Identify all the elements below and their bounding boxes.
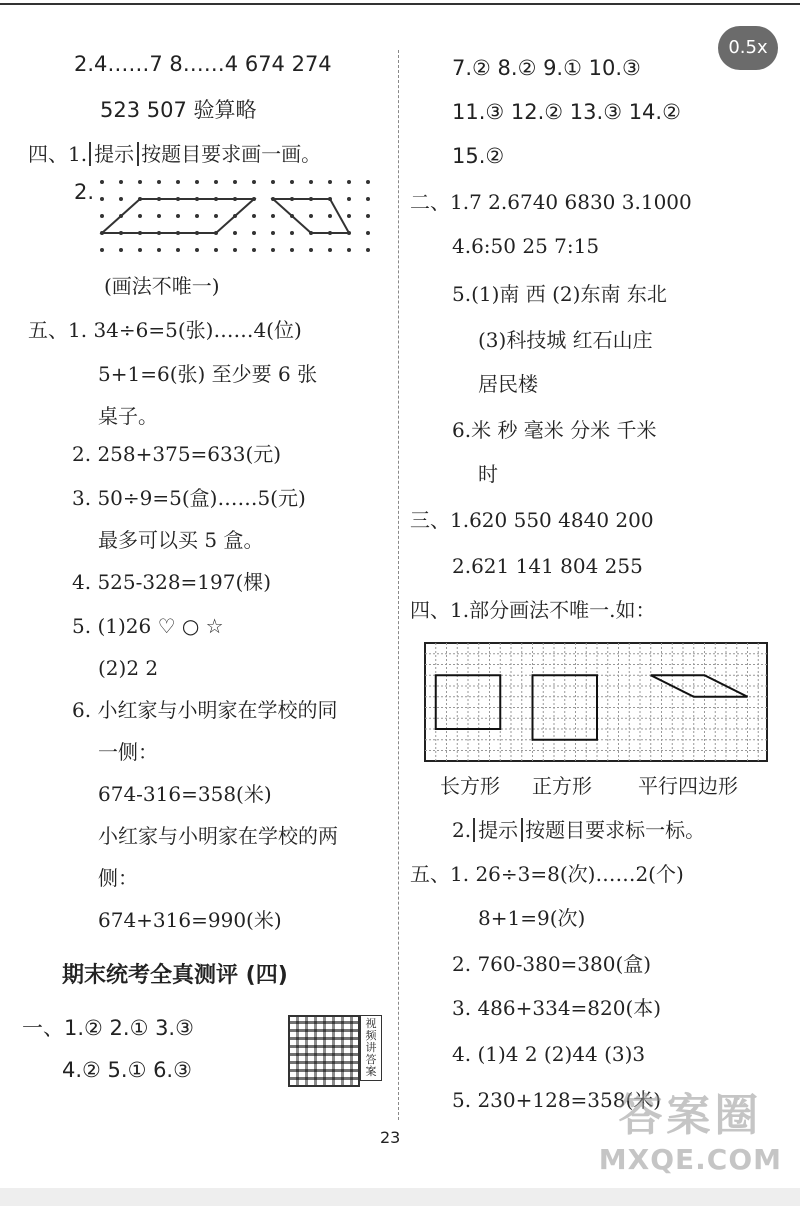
left-line-17: 674-316=358(米) [98, 782, 272, 806]
grid-dot [195, 214, 199, 218]
grid-dot [252, 180, 256, 184]
left-line-10: 3. 50÷9=5(盒)……5(元) [72, 486, 306, 510]
left-line-16: 一侧： [98, 740, 158, 764]
left-line-19: 侧： [98, 866, 138, 890]
right-line-2: 11.③ 12.② 13.③ 14.② [452, 100, 681, 124]
grid-dot [290, 231, 294, 235]
left-line-13: 5. (1)26 ♡ ○ ☆ [72, 614, 224, 638]
grid-dot [309, 180, 313, 184]
grid-dot [366, 231, 370, 235]
grid-dot [157, 180, 161, 184]
grid-dot [271, 248, 275, 252]
grid-dot [119, 197, 123, 201]
grid-dot [328, 248, 332, 252]
grid-dot [347, 248, 351, 252]
grid-dot [290, 180, 294, 184]
right-line-3: 15.② [452, 144, 505, 168]
dot-grid-drawing [96, 176, 396, 268]
grid-dot [195, 180, 199, 184]
left-line-6: 五、1. 34÷6=5(张)……4(位) [28, 318, 302, 342]
grid-dot [328, 180, 332, 184]
grid-dot [309, 214, 313, 218]
playback-speed-badge[interactable]: 0.5x [718, 26, 778, 70]
grid-dot [233, 248, 237, 252]
grid-dot [138, 180, 142, 184]
left-line-14: (2)2 2 [98, 656, 159, 680]
grid-dot [233, 231, 237, 235]
grid-dot [100, 197, 104, 201]
grid-dot [100, 214, 104, 218]
grid-dot [309, 248, 313, 252]
left-line-2: 523 507 验算略 [100, 98, 257, 122]
right-line-17: 2. 760-380=380(盒) [452, 952, 652, 976]
grid-dot [214, 180, 218, 184]
top-rule [0, 3, 800, 5]
page-number: 23 [380, 1128, 401, 1147]
hint-tag: 提示 [473, 818, 523, 842]
right-line-4: 二、1.7 2.6740 6830 3.1000 [410, 190, 692, 214]
site-watermark [599, 1079, 782, 1176]
grid-dot [195, 248, 199, 252]
grid-dot [271, 214, 275, 218]
grid-dot [100, 180, 104, 184]
left-line-15: 6. 小红家与小明家在学校的同 [72, 698, 338, 722]
left-line-11: 最多可以买 5 盒。 [98, 528, 264, 552]
watermark-url: MXQE.COM [598, 1143, 782, 1176]
right-line-13: 四、1.部分画法不唯一.如： [410, 598, 656, 622]
grid-dot [366, 214, 370, 218]
right-line-5: 4.6:50 25 7:15 [452, 234, 600, 258]
section-number: 四、1. [28, 142, 88, 166]
bottom-band [0, 1188, 800, 1206]
left-line-9: 2. 258+375=633(元) [72, 442, 282, 466]
grid-dot [290, 248, 294, 252]
grid-dot [176, 248, 180, 252]
square-grid-drawing [424, 642, 768, 762]
grid-dot [347, 197, 351, 201]
left-line-22: 4.② 5.① 6.③ [62, 1058, 192, 1082]
grid-dot [157, 248, 161, 252]
grid-dot [252, 231, 256, 235]
right-line-16: 8+1=9(次) [478, 906, 586, 930]
right-line-1: 7.② 8.② 9.① 10.③ [452, 56, 641, 80]
grid-dot [347, 214, 351, 218]
right-line-20: 5. 230+128=358(米) [452, 1088, 662, 1112]
column-divider [398, 50, 399, 1120]
instruction-text: 按题目要求标一标。 [525, 818, 706, 842]
right-line-7: (3)科技城 红石山庄 [478, 328, 653, 352]
grid-dot [252, 214, 256, 218]
left-line-8: 桌子。 [98, 404, 158, 428]
left-line-20: 674+316=990(米) [98, 908, 282, 932]
right-line-14 [452, 818, 705, 842]
section-title: 期末统考全真测评 (四) [62, 963, 288, 988]
grid-dot [328, 214, 332, 218]
grid-dot [157, 214, 161, 218]
qr-label: 视频讲答案 [360, 1015, 382, 1081]
grid-dot [119, 248, 123, 252]
grid-dot [214, 214, 218, 218]
grid-dot [214, 248, 218, 252]
grid-dot [119, 180, 123, 184]
hint-tag: 提示 [89, 142, 139, 166]
instruction-text: 按题目要求画一画。 [141, 142, 322, 166]
right-line-6: 5.(1)南 西 (2)东南 东北 [452, 282, 667, 306]
grid-dot [138, 214, 142, 218]
left-line-18: 小红家与小明家在学校的两 [98, 824, 338, 848]
grid-dot [138, 248, 142, 252]
label-parallelogram: 平行四边形 [638, 774, 738, 798]
left-line-3 [28, 142, 321, 166]
watermark-logo: 答案圈 [618, 1090, 763, 1141]
grid-dot [100, 248, 104, 252]
left-line-12: 4. 525-328=197(棵) [72, 570, 272, 594]
left-line-7: 5+1=6(张) 至少要 6 张 [98, 362, 318, 386]
grid-dot [176, 214, 180, 218]
grid-dot [233, 180, 237, 184]
grid-dot [252, 248, 256, 252]
right-line-9: 6.米 秒 毫米 分米 千米 [452, 418, 657, 442]
right-line-11: 三、1.620 550 4840 200 [410, 508, 654, 532]
right-line-19: 4. (1)4 2 (2)44 (3)3 [452, 1042, 646, 1066]
right-line-10: 时 [478, 462, 498, 486]
grid-dot [271, 231, 275, 235]
grid-dot [347, 180, 351, 184]
grid-dot [366, 248, 370, 252]
left-line-5: (画法不唯一) [104, 274, 220, 298]
grid-dot [366, 180, 370, 184]
right-line-8: 居民楼 [478, 372, 538, 396]
right-line-12: 2.621 141 804 255 [452, 554, 643, 578]
right-line-18: 3. 486+334=820(本) [452, 996, 662, 1020]
left-line-21: 一、1.② 2.① 3.③ [22, 1016, 194, 1040]
label-square: 正方形 [532, 774, 592, 798]
left-line-4: 2. [74, 180, 95, 204]
left-line-1: 2.4……7 8……4 674 274 [74, 52, 332, 76]
qr-code[interactable] [288, 1015, 360, 1087]
label-rectangle: 长方形 [440, 774, 500, 798]
grid-dot [176, 180, 180, 184]
grid-dot [366, 197, 370, 201]
item-number: 2. [452, 818, 472, 842]
right-line-15: 五、1. 26÷3=8(次)……2(个) [410, 862, 684, 886]
grid-dot [271, 180, 275, 184]
